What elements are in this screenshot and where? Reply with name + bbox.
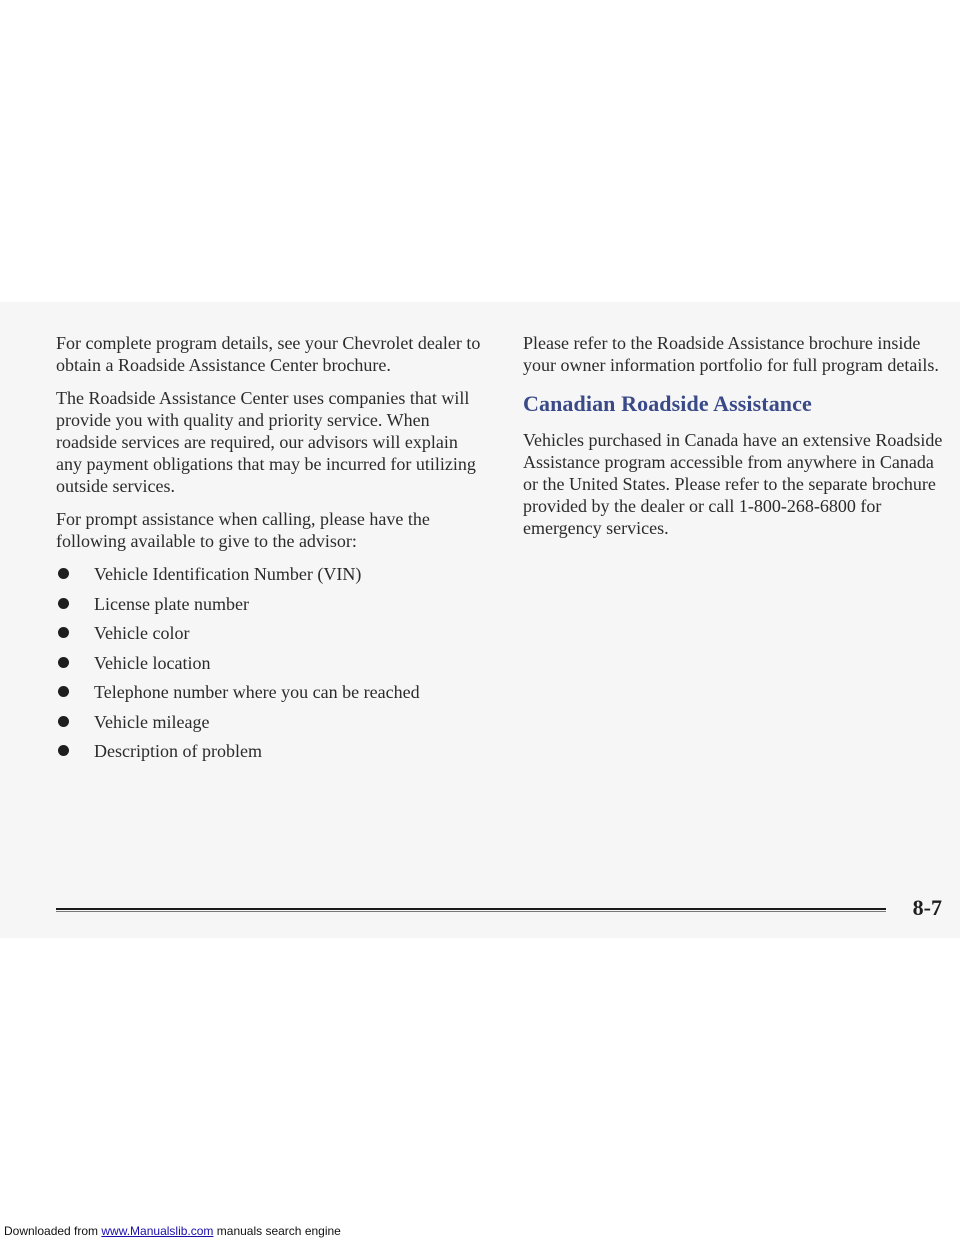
- list-item-text: Vehicle color: [94, 623, 190, 643]
- footer-prefix: Downloaded from: [4, 1224, 102, 1238]
- list-item-text: Description of problem: [94, 741, 262, 761]
- paragraph-program-details: For complete program details, see your Chevrolet dealer to obtain a Roadside Assistance Center brochure.: [56, 333, 481, 375]
- bullet-icon: [58, 657, 69, 668]
- bullet-icon: [58, 745, 69, 756]
- list-item-text: Vehicle location: [94, 652, 211, 673]
- manualslib-link[interactable]: www.Manualslib.com: [101, 1224, 214, 1238]
- list-item: [56, 681, 486, 703]
- paragraph-prompt-assistance: For prompt assistance when calling, please have the following available to give to the advisor:: [56, 509, 430, 551]
- paragraph-canadian-program: Vehicles purchased in Canada have an extensive Roadside Assistance program accessible from anywhere in Canada or the United States. Please refer to the separate brochure provided by the dealer or call 1-800-268-6800 for emergency services.: [523, 430, 943, 538]
- bullet-icon: [58, 627, 69, 638]
- list-item: [56, 593, 486, 615]
- left-column: [56, 332, 486, 770]
- list-item: [56, 622, 486, 644]
- bullet-icon: [58, 598, 69, 609]
- list-item-text: Vehicle Identification Number (VIN): [94, 564, 362, 584]
- list-item: [56, 711, 486, 733]
- section-heading-canadian-roadside: Canadian Roadside Assistance: [523, 391, 812, 416]
- page-number: 8-7: [912, 895, 942, 920]
- right-column: [523, 332, 943, 550]
- list-item-text: License plate number: [94, 593, 249, 614]
- list-item-text: Telephone number where you can be reached: [94, 682, 420, 702]
- download-footer: [4, 1224, 341, 1238]
- bullet-icon: [58, 686, 69, 697]
- list-item: [56, 740, 486, 762]
- footer-suffix: manuals search engine: [213, 1224, 341, 1238]
- footer-rule-shadow: [56, 911, 886, 912]
- bullet-icon: [58, 568, 69, 579]
- paragraph-brochure-reference: Please refer to the Roadside Assistance brochure inside your owner information portfolio for full program details.: [523, 333, 939, 375]
- list-item: [56, 563, 486, 585]
- footer-rule: [56, 908, 886, 910]
- paragraph-assistance-center: The Roadside Assistance Center uses companies that will provide you with quality and priority service. When roadside services are required, our advisors will explain any payment obligations that may be incurred for utilizing outside services.: [56, 388, 476, 496]
- list-item: [56, 652, 486, 674]
- advisor-info-list: [56, 563, 486, 762]
- bullet-icon: [58, 716, 69, 727]
- list-item-text: Vehicle mileage: [94, 711, 210, 732]
